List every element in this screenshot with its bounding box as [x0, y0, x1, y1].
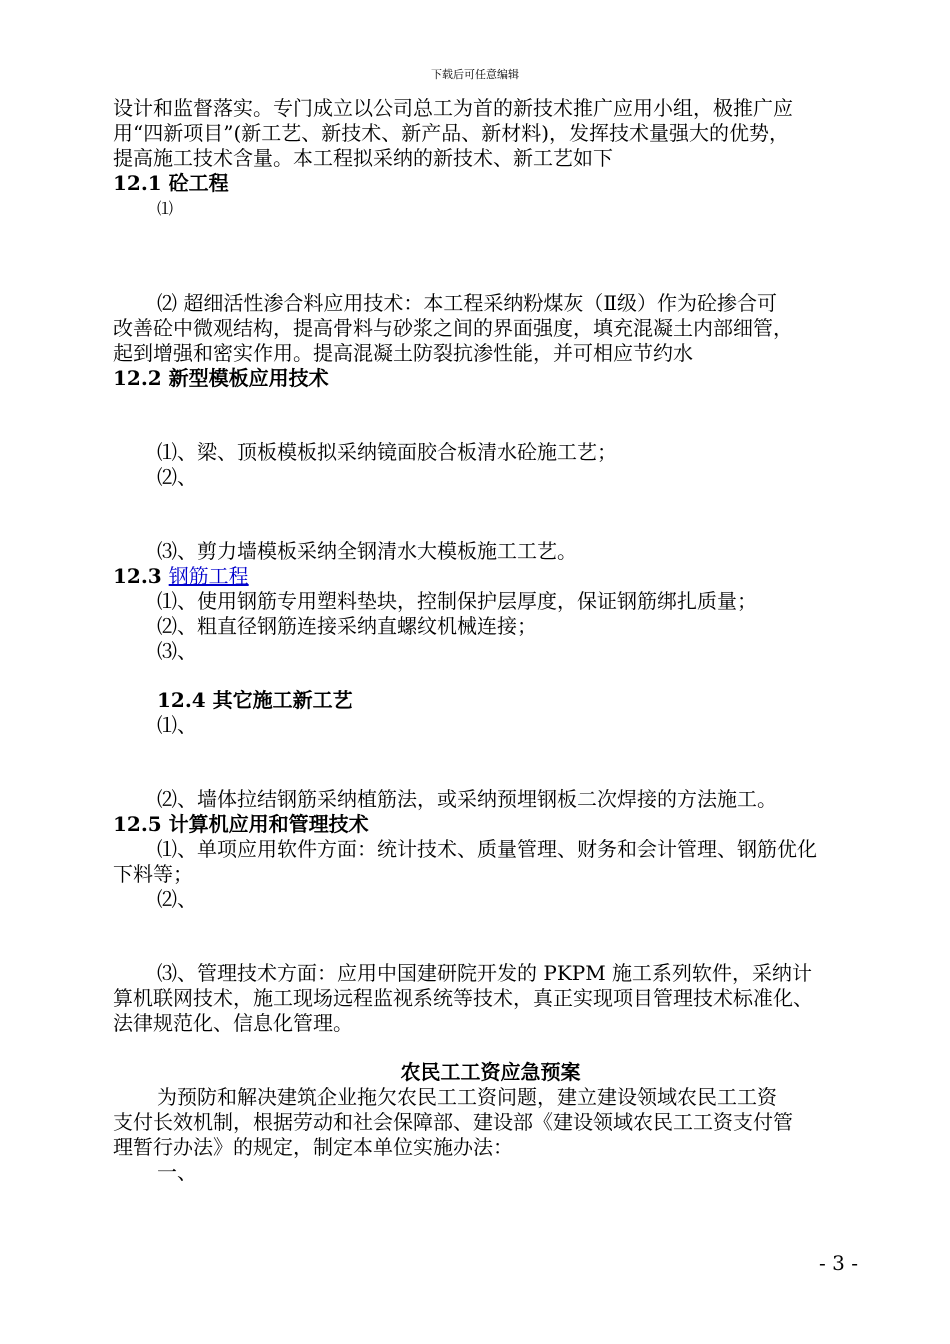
intro-line: 用“四新项目”(新工艺、新技术、新产品、新材料)，发挥技术量强大的优势， — [113, 121, 790, 145]
plan-paragraph-line: 支付长效机制，根据劳动和社会保障部、建设部《建设领域农民工工资支付管 — [113, 1110, 793, 1134]
section-number: 12.3 — [113, 564, 169, 588]
page-header: 下载后可任意编辑 — [431, 68, 519, 81]
list-item-continuation: 下料等； — [113, 862, 193, 886]
list-item: ⑵、粗直径钢筋连接采纳直螺纹机械连接； — [157, 614, 537, 638]
list-item-continuation: 算机联网技术，施工现场远程监视系统等技术，真正实现项目管理技术标准化、 — [113, 986, 813, 1010]
list-item: ⑴ — [157, 199, 174, 218]
list-item: ⑵ 超细活性渗合料应用技术：本工程采纳粉煤灰（Ⅱ级）作为砼掺合可 — [157, 291, 777, 315]
list-item: ⑶、剪力墙模板采纳全钢清水大模板施工工艺。 — [157, 539, 577, 563]
list-item: ⑵、墙体拉结钢筋采纳植筋法，或采纳预埋钢板二次焊接的方法施工。 — [157, 787, 777, 811]
list-item-continuation: 起到增强和密实作用。提高混凝土防裂抗渗性能，并可相应节约水 — [113, 341, 693, 365]
list-item: ⑴、梁、顶板模板拟采纳镜面胶合板清水砼施工艺； — [157, 440, 617, 464]
list-item-continuation: 改善砼中微观结构，提高骨料与砂浆之间的界面强度，填充混凝土内部细管， — [113, 316, 793, 340]
section-heading-12-3 — [113, 564, 868, 589]
list-item: ⑴、使用钢筋专用塑料垫块，控制保护层厚度，保证钢筋绑扎质量； — [157, 589, 757, 613]
intro-line: 设计和监督落实。专门成立以公司总工为首的新技术推广应用小组，极推广应 — [113, 96, 793, 120]
plan-paragraph-line: 为预防和解决建筑企业拖欠农民工工资问题，建立建设领域农民工工资 — [157, 1085, 777, 1109]
list-item: ⑴、单项应用软件方面：统计技术、质量管理、财务和会计管理、钢筋优化 — [157, 837, 817, 861]
list-item-continuation: 法律规范化、信息化管理。 — [113, 1011, 353, 1035]
section-heading-12-5: 12.5 计算机应用和管理技术 — [113, 812, 369, 836]
list-item: ⑵、 — [157, 465, 197, 489]
list-item: ⑶、管理技术方面：应用中国建研院开发的 PKPM 施工系列软件，采纳计 — [157, 961, 813, 985]
list-item: ⑶、 — [157, 639, 197, 663]
document-body — [113, 96, 868, 1185]
list-item: 一、 — [157, 1160, 197, 1184]
intro-line: 提高施工技术含量。本工程拟采纳的新技术、新工艺如下 — [113, 146, 613, 170]
plan-title: 农民工工资应急预案 — [400, 1060, 581, 1084]
section-heading-12-1: 12.1 砼工程 — [113, 171, 229, 195]
list-item: ⑴、 — [157, 713, 197, 737]
section-heading-12-2: 12.2 新型模板应用技术 — [113, 366, 329, 390]
page-number: - 3 - — [819, 1251, 858, 1275]
section-heading-12-4: 12.4 其它施工新工艺 — [157, 688, 353, 712]
plan-paragraph-line: 理暂行办法》的规定，制定本单位实施办法： — [113, 1135, 513, 1159]
list-item: ⑵、 — [157, 887, 197, 911]
steel-rebar-link[interactable]: 钢筋工程 — [168, 564, 249, 588]
